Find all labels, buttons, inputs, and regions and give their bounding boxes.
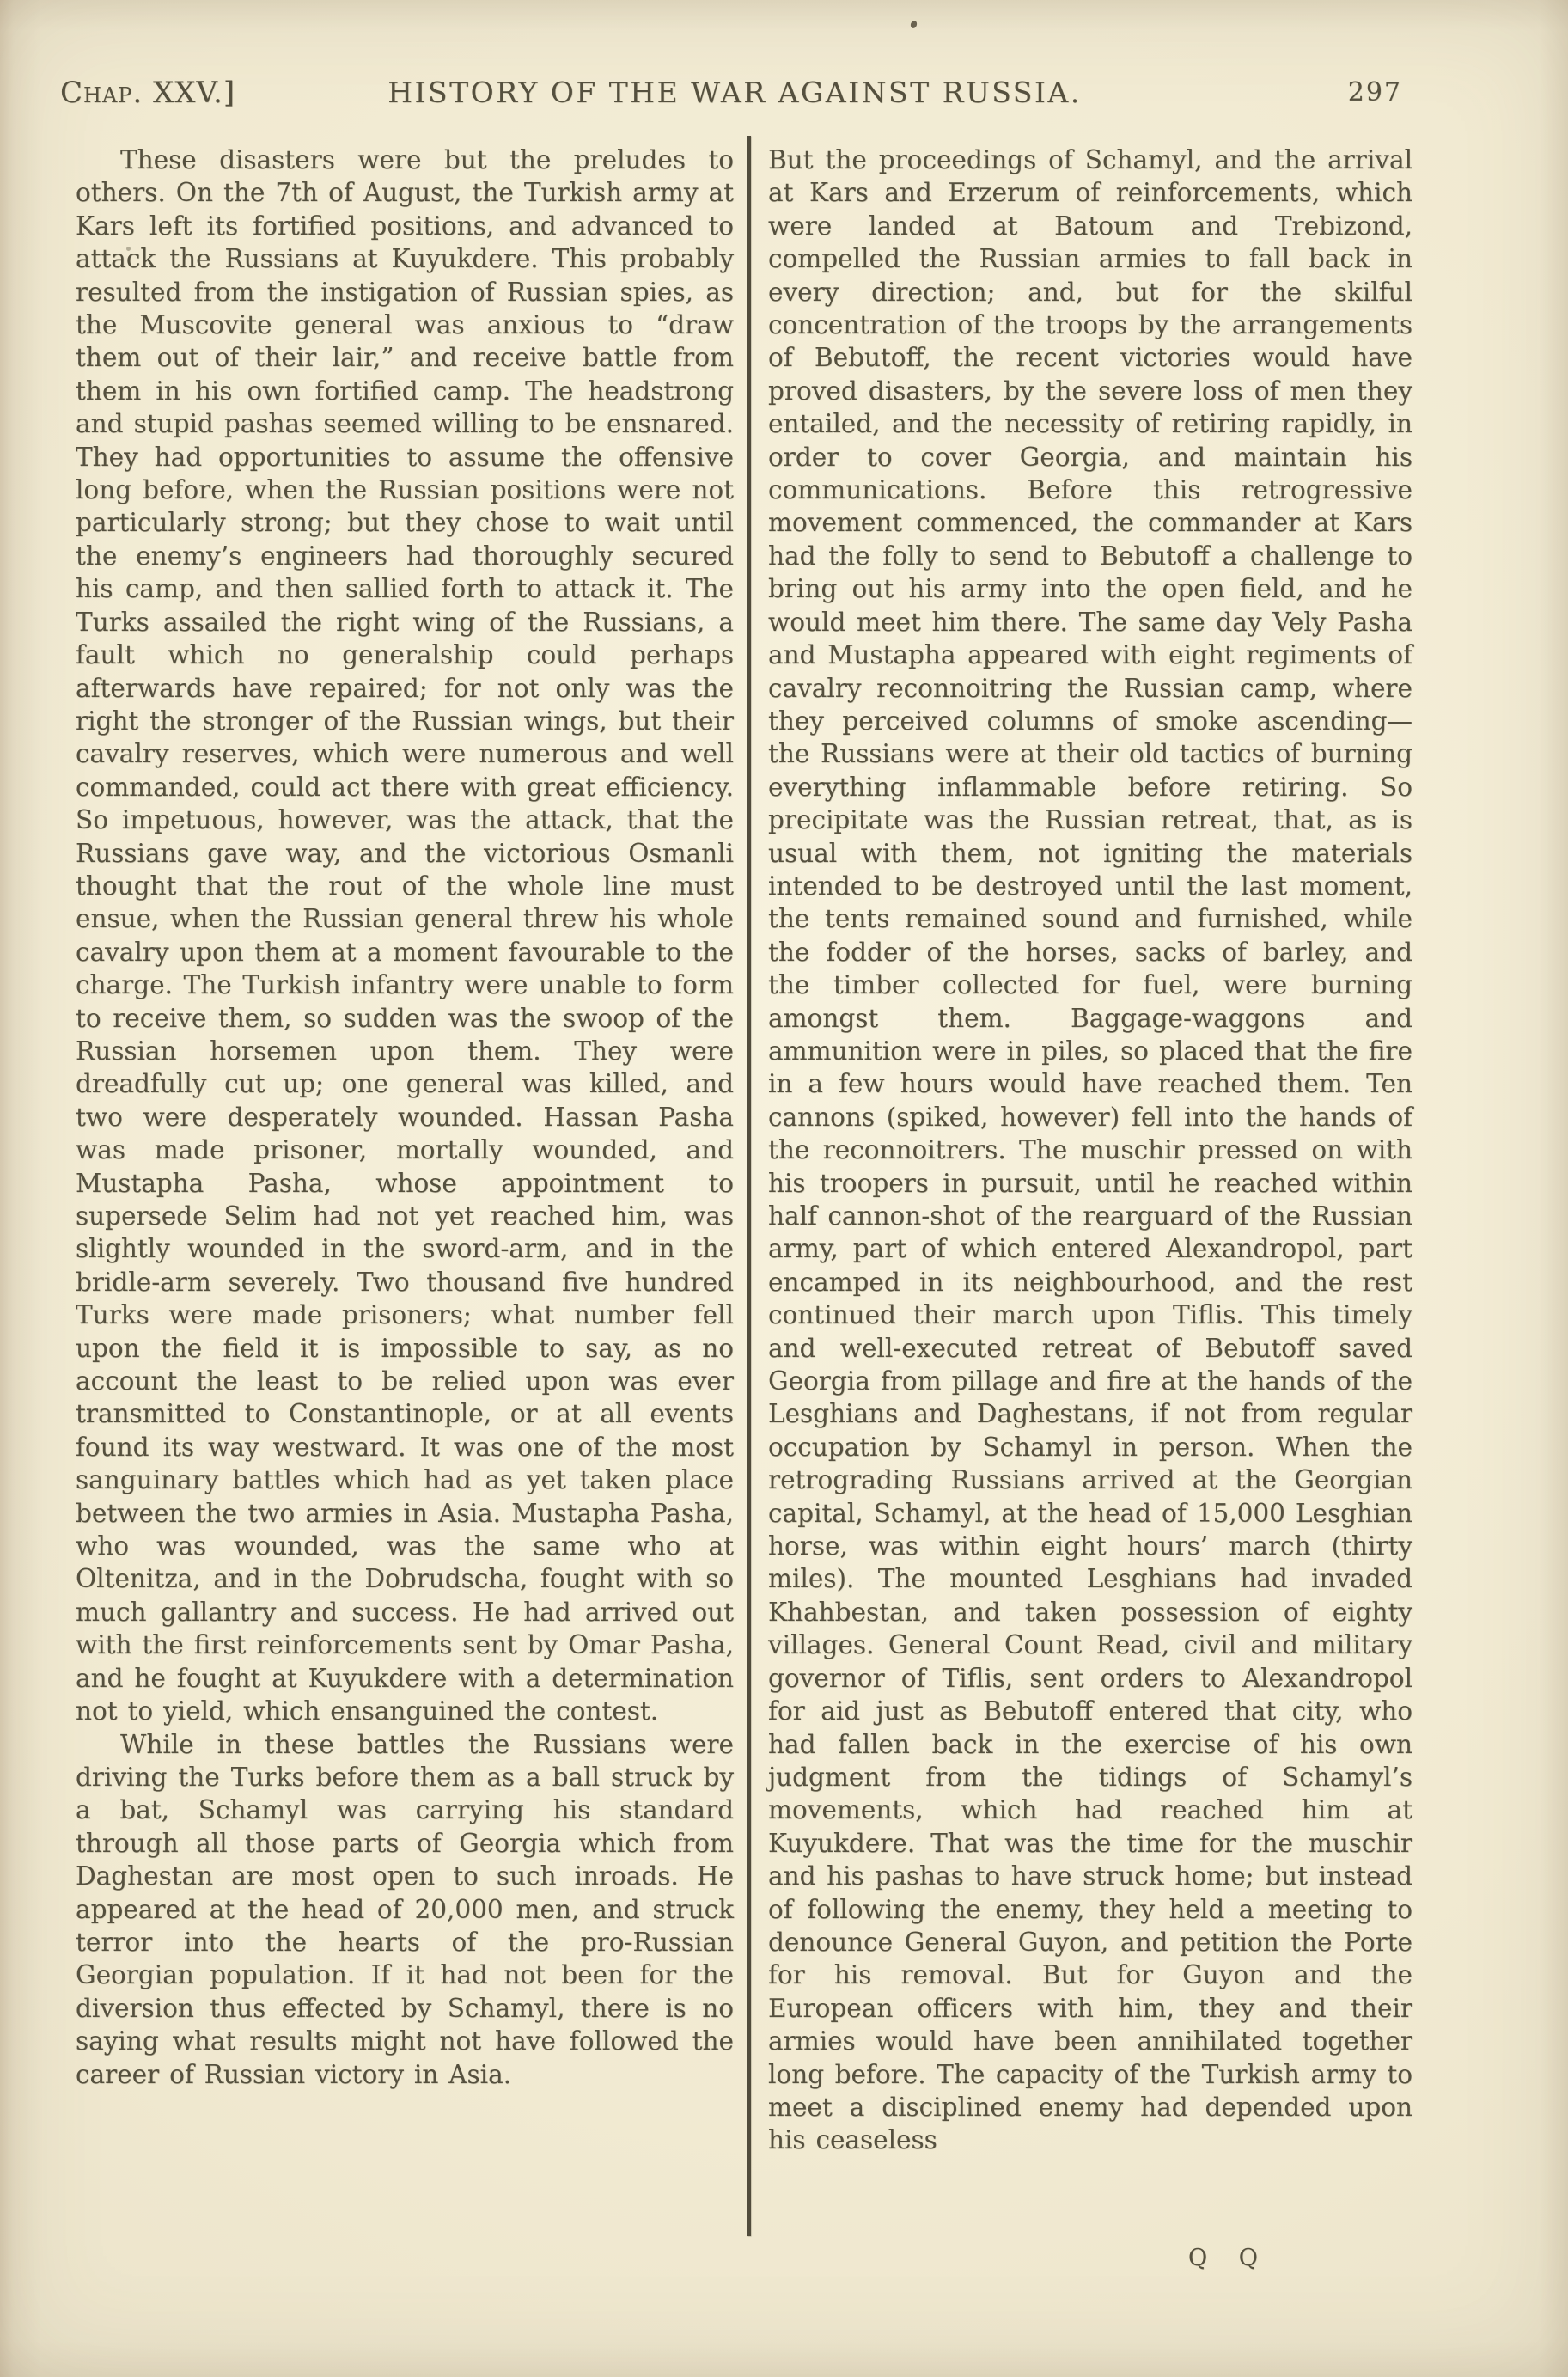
paragraph: But the proceedings of Schamyl, and the arrival at Kars and Erzerum of reinforcements, which were landed at Batoum and Trebizond, compelled the Russian armies to fall back in every direction; and, but for the skilful concentration of the troops by the arrangements of Bebutoff, the recent victories would have proved disasters, by the severe loss of men they entailed, and the necessity of retiring rapidly, in order to cover Georgia, and maintain his communications. Before this retrogressive movement commenced, the commander at Kars had the folly to send to Bebutoff a challenge to bring out his army into the open field, and he would meet him there. The same day Vely Pasha and Mustapha appeared with eight regiments of cavalry reconnoitring the Russian camp, where they perceived columns of smoke ascending—the Russians were at their old tactics of burning everything inflammable before retiring. So precipitate was the Russian retreat, that, as is usual with them, not igniting the materials intended to be destroyed until the last moment, the tents remained sound and furnished, while the fodder of the horses, sacks of barley, and the timber collected for fuel, were burning amongst them. Baggage-waggons and ammunition were in piles, so placed that the fire in a few hours would have reached them. Ten cannons (spiked, however) fell into the hands of the reconnoitrers. The muschir pressed on with his troopers in pursuit, until he reached within half cannon-shot of the rearguard of the Russian army, part of which entered Alexandropol, part encamped in its neighbourhood, and the rest continued their march upon Tiflis. This timely and well-executed retreat of Bebutoff saved Georgia from pillage and fire at the hands of the Lesghians and Daghestans, if not from regular occupation by Schamyl in person. When the retrograding Russians arrived at the Georgian capital, Schamyl, at the head of 15,000 Lesghian horse, was within eight hours’ march (thirty miles). The mounted Lesghians had invaded Khahbestan, and taken possession of eighty villages. General Count Read, civil and military governor of Tiflis, sent orders to Alexandropol for aid just as Bebutoff entered that city, who had fallen back in the exercise of his own judgment from the tidings of Schamyl’s movements, which had reached him at Kuyukdere. That was the time for the muschir and his pashas to have struck home; but instead of following the enemy, they held a meeting to denounce General Guyon, and petition the Porte for his removal. But for Guyon and the European officers with him, they and their armies would have been annihilated together long before. The capacity of the Turkish army to meet a disciplined enemy had depended upon his ceaseless xyxy=(768,145,1412,2155)
paragraph: These disasters were but the preludes to others. On the 7th of August, the Turkish army at Kars left its fortified positions, and advanced to attack the Russians at Kuyukdere. This probably resulted from the instigation of Russian spies, as the Muscovite general was anxious to “draw them out of their lair,” and receive battle from them in his own fortified camp. The headstrong and stupid pashas seemed willing to be ensnared. They had opportunities to assume the offensive long before, when the Russian positions were not particularly strong; but they chose to wait until the enemy’s engineers had thoroughly secured his camp, and then sallied forth to attack it. The Turks assailed the right wing of the Russians, a fault which no generalship could perhaps afterwards have repaired; for not only was the right the stronger of the Russian wings, but their cavalry reserves, which were numerous and well commanded, could act there with great efficiency. So impetuous, however, was the attack, that the Russians gave way, and the victorious Osmanli thought that the rout of the whole line must ensue, when the Russian general threw his whole cavalry upon them at a moment favourable to the charge. The Turkish infantry were unable to form to receive them, so sudden was the swoop of the Russian horsemen upon them. They were dreadfully cut up; one general was killed, and two were desperately wounded. Hassan Pasha was made prisoner, mortally wounded, and Mustapha Pasha, whose appointment to supersede Selim had not yet reached him, was slightly wounded in the sword-arm, and in the bridle-arm severely. Two thousand five hundred Turks were made prisoners; what number fell upon the field it is impossible to say, as no account the least to be relied upon was ever transmitted to Constantinople, or at all events found its way westward. It was one of the most sanguinary battles which had as yet taken place between the two armies in Asia. Mustapha Pasha, who was wounded, was the same who at Oltenitza, and in the Dobrudscha, fought with so much gallantry and success. He had arrived out with the first reinforcements sent by Omar Pasha, and he fought at Kuyukdere with a determination not to yield, which ensanguined the contest. xyxy=(76,145,735,1726)
signature-mark: Q Q xyxy=(1188,2245,1270,2271)
right-column xyxy=(768,144,1412,2157)
left-column xyxy=(76,144,734,2091)
page-header xyxy=(60,76,1409,113)
running-title: HISTORY OF THE WAR AGAINST RUSSIA. xyxy=(387,76,1082,109)
column-divider-rule xyxy=(747,136,751,2236)
ink-speck xyxy=(910,20,918,29)
page-number: 297 xyxy=(1347,77,1402,107)
paragraph: While in these battles the Russians were driving the Turks before them as a ball struck by a bat, Schamyl was carrying his standard through all those parts of Georgia which from Daghestan are most open to such inroads. He appeared at the head of 20,000 men, and struck terror into the hearts of the pro-Russian Georgian population. If it had not been for the diversion thus effected by Schamyl, there is no saying what results might not have followed the career of Russian victory in Asia. xyxy=(76,1729,734,2089)
ink-speck xyxy=(126,247,131,251)
chapter-label: Chap. XXV.] xyxy=(60,76,236,110)
